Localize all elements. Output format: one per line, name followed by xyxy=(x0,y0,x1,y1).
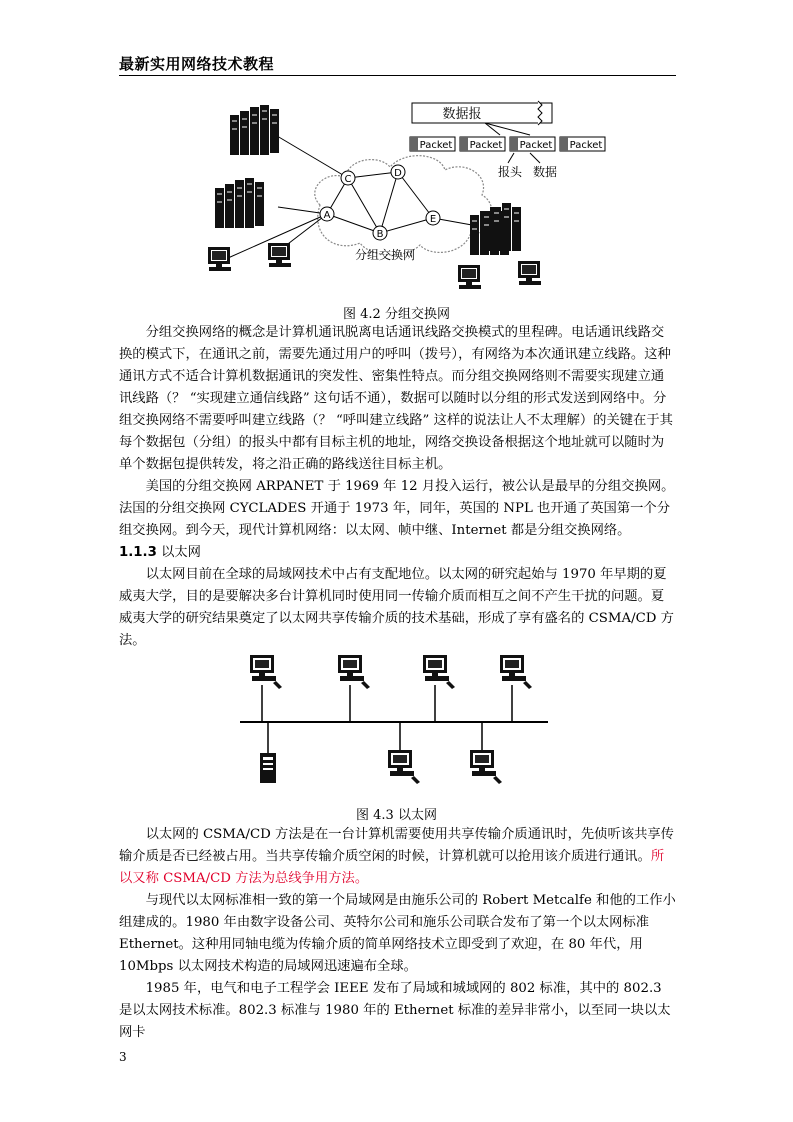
node-d: D xyxy=(394,168,402,179)
ethernet-figure xyxy=(230,645,560,795)
section-number: 1.1.3 xyxy=(119,545,157,560)
station-5 xyxy=(388,750,420,784)
pc-left-1 xyxy=(208,247,231,271)
figure-4-3-caption: 图 4.3 以太网 xyxy=(356,808,437,823)
node-e: E xyxy=(429,214,437,225)
csma-cd-text: 以太网的 CSMA/CD 方法是在一台计算机需要使用共享传输介质通讯时，先侦听该共享传输介质是否已经被占用。当共享传输介质空闲的时候，计算机就可以抢用该介质进行通讯。 xyxy=(119,827,674,864)
packet-3: Packet xyxy=(519,140,553,151)
network-label: 分组交换网 xyxy=(354,248,416,262)
pc-right-2 xyxy=(518,261,541,285)
section-title: 以太网 xyxy=(161,545,201,560)
page-number: 3 xyxy=(119,1050,127,1064)
paragraph-ethernet-intro: 以太网目前在全球的局域网技术中占有支配地位。以太网的研究起始与 1970 年早期的夏威夷大学，目的是要解决多台计算机同时使用同一传输介质而相互之间不产生干扰的问题。夏威夷大学的研究结果奠定了以太网共享传输介质的技术基础，形成了享有盛名的 CSMA/CD 方法。 xyxy=(119,567,674,648)
running-header: 最新实用网络技术教程 xyxy=(119,55,275,73)
body-block-1 xyxy=(119,322,676,652)
node-a: A xyxy=(323,210,331,221)
node-b: B xyxy=(376,229,384,240)
packet-4: Packet xyxy=(569,140,603,151)
header-annotation: 报头 xyxy=(497,165,523,179)
station-3 xyxy=(423,655,455,689)
pc-left-2 xyxy=(268,243,291,267)
paragraph-csma-cd xyxy=(119,824,676,890)
body-block-2 xyxy=(119,824,676,1044)
csma-cd-highlight: 所以又称 CSMA/CD 方法为总线争用方法。 xyxy=(119,849,665,886)
server-tower xyxy=(260,753,276,783)
station-6 xyxy=(470,750,502,784)
station-2 xyxy=(338,655,370,689)
node-c: C xyxy=(344,174,352,185)
datagram-label: 数据报 xyxy=(442,107,482,122)
station-4 xyxy=(500,655,532,689)
pc-right-1 xyxy=(458,265,481,289)
paragraph-arpanet: 美国的分组交换网 ARPANET 于 1969 年 12 月投入运行，被公认是最早的分组交换网。法国的分组交换网 CYCLADES 开通于 1973 年，同年，英国的 NPL 也开通了英国第一个分组交换网。到今天，现代计算机网络：以太网、帧中继、Internet 都是分组交换网络。 xyxy=(119,479,675,538)
packet-1: Packet xyxy=(419,140,453,151)
packet-2: Packet xyxy=(469,140,503,151)
paragraph-ieee-802: 1985 年，电气和电子工程学会 IEEE 发布了局域和城域网的 802 标准，其中的 802.3 是以太网技术标准。802.3 标准与 1980 年的 Ethernet 标准的差异非常小，以至同一块以太网卡 xyxy=(119,981,671,1040)
packet-switching-figure xyxy=(200,95,620,295)
section-heading xyxy=(119,542,676,564)
paragraph-packet-switching: 分组交换网络的概念是计算机通讯脱离电话通讯线路交换模式的里程碑。电话通讯线路交换的模式下，在通讯之前，需要先通过用户的呼叫（拨号），有网络为本次通讯建立线路。这种通讯方式不适合计算机数据通讯的突发性、密集性特点。而分组交换网络则不需要实现建立通讯线路（？ “实现建立通信线路” 这句话不通），数据可以随时以分组的形式发送到网络中。分组交换网络不需要呼叫建立线路（？ “呼叫建立线路” 这样的说法让人不太理解）的关键在于其每个数据包（分组）的报头中都有目标主机的地址，网络交换设备根据这个地址就可以随时为单个数据包提供转发，将之沿正确的路线送往目标主机。 xyxy=(119,325,673,472)
packets xyxy=(410,137,605,151)
data-annotation: 数据 xyxy=(532,165,558,179)
figure-4-2-caption: 图 4.2 分组交换网 xyxy=(343,307,450,322)
station-1 xyxy=(250,655,282,689)
header-rule xyxy=(119,75,676,76)
paragraph-metcalfe: 与现代以太网标准相一致的第一个局域网是由施乐公司的 Robert Metcalfe 和他的工作小组建成的。1980 年由数字设备公司、英特尔公司和施乐公司联合发布了第一个以太网标准 Ethernet。这种用同轴电缆为传输介质的简单网络技术立即受到了欢迎，在 80 年代，用 10Mbps 以太网技术构造的局域网迅速遍布全球。 xyxy=(119,893,676,974)
